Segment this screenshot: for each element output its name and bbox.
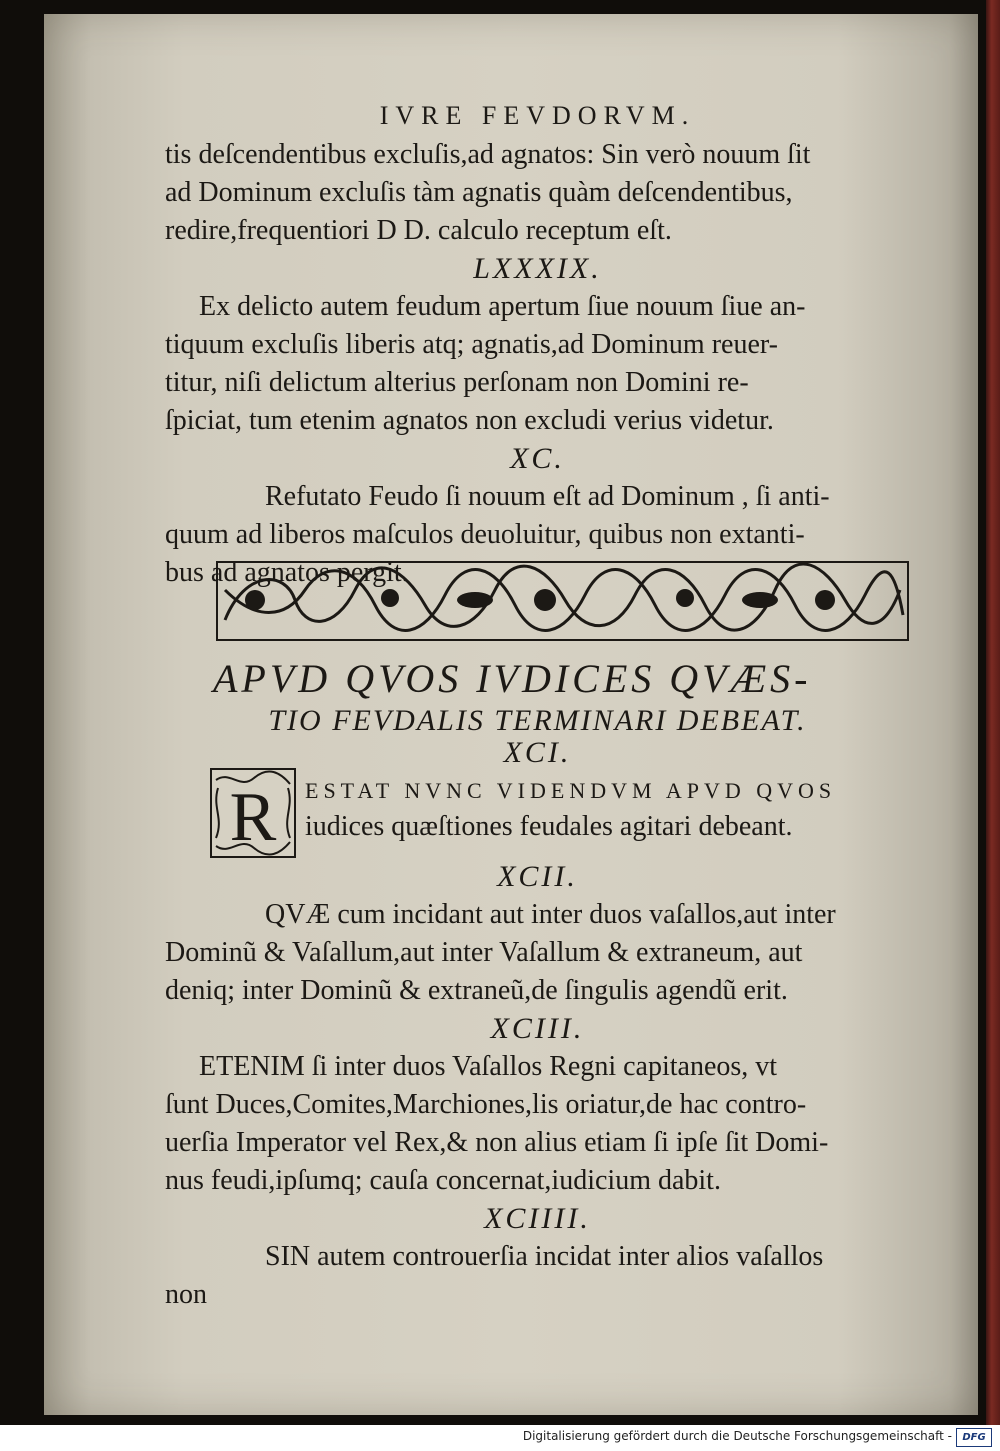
text-line: tiquum excluſis liberis atq; agnatis,ad Dominum reuer- xyxy=(165,329,778,360)
decorated-initial-r-icon xyxy=(210,768,296,858)
text-line: ſunt Duces,Comites,Marchiones,lis oriatur,de hac contro- xyxy=(165,1089,807,1120)
text-line: deniq; inter Dominũ & extraneũ,de ſingulis agendũ erit. xyxy=(165,975,788,1006)
text-line: Ex delicto autem feudum apertum ſiue nouum ſiue an- xyxy=(199,291,806,322)
ornamental-headpiece xyxy=(215,560,910,642)
text-line: iudices quæſtiones feudales agitari debeant. xyxy=(305,811,793,842)
text-line: tis deſcendentibus excluſis,ad agnatos: Sin verò nouum ſit xyxy=(165,139,811,170)
page-text-top xyxy=(165,96,910,592)
text-line: ad Dominum excluſis tàm agnatis quàm deſcendentibus, xyxy=(165,177,793,208)
section-numeral: XCIII. xyxy=(490,1012,585,1045)
text-line: bus ad agnatos pergit. xyxy=(165,557,409,588)
text-line: QVÆ cum incidant aut inter duos vaſallos,aut inter xyxy=(265,899,836,930)
running-head: IVRE FEVDORVM. xyxy=(379,101,696,130)
text-line: ESTAT NVNC VIDENDVM APVD QVOS xyxy=(305,778,837,803)
svg-text:R: R xyxy=(229,779,277,856)
section-numeral: XCII. xyxy=(497,860,578,893)
text-line: quum ad liberos maſculos deuoluitur, quibus non extanti- xyxy=(165,519,805,550)
section-numeral: LXXXIX. xyxy=(473,252,602,285)
catchword: non xyxy=(165,1279,207,1310)
chapter-title-line1: APVD QVOS IVDICES QVÆS- xyxy=(213,656,812,701)
text-line: uerſia Imperator vel Rex,& non alius etiam ſi ipſe ſit Domi- xyxy=(165,1127,829,1158)
text-line: Dominũ & Vaſallum,aut inter Vaſallum & extraneum, aut xyxy=(165,937,803,968)
chapter-title-line2: TIO FEVDALIS TERMINARI DEBEAT. xyxy=(268,704,807,737)
text-line: SIN autem controuerſia incidat inter alios vaſallos xyxy=(265,1241,824,1272)
text-line: titur, niſi delictum alterius perſonam non Domini re- xyxy=(165,367,749,398)
footer-bar xyxy=(0,1425,1000,1451)
chapter-title xyxy=(165,656,910,740)
dfg-logo-icon: DFG xyxy=(956,1428,992,1447)
page-text-bottom xyxy=(165,736,910,1314)
section-numeral: XCI. xyxy=(503,736,572,769)
text-line: ETENIM ſi inter duos Vaſallos Regni capitaneos, vt xyxy=(199,1051,778,1082)
section-numeral: XCIIII. xyxy=(484,1202,591,1235)
text-line: Refutato Feudo ſi nouum eſt ad Dominum , ſi anti- xyxy=(265,481,830,512)
footer-credit: Digitalisierung gefördert durch die Deutsche Forschungsgemeinschaft - xyxy=(522,1429,952,1443)
book-edge xyxy=(986,0,1000,1425)
text-line: nus feudi,ipſumq; cauſa concernat,iudicium dabit. xyxy=(165,1165,721,1196)
initial-paragraph xyxy=(165,736,910,858)
text-line: redire,frequentiori D D. calculo receptum eſt. xyxy=(165,215,672,246)
text-line: ſpiciat, tum etenim agnatos non excludi verius videtur. xyxy=(165,405,774,436)
section-numeral: XC. xyxy=(510,442,565,475)
